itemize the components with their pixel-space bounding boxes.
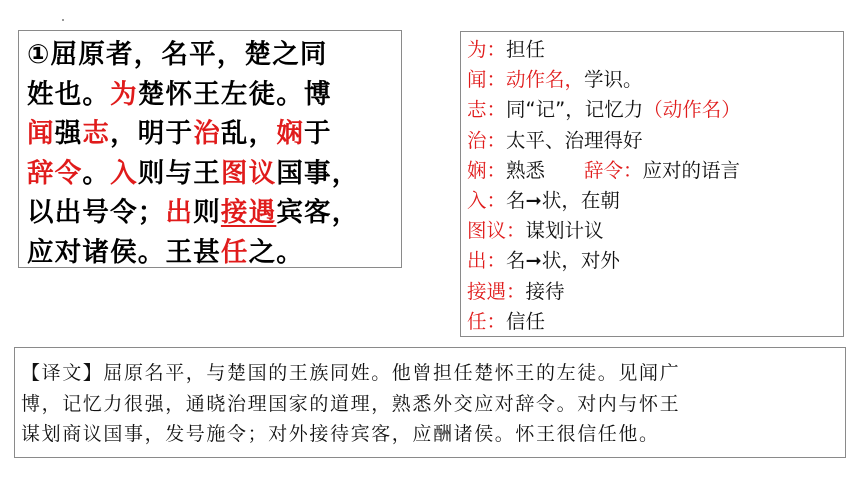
- passage-line: [27, 193, 401, 233]
- passage-box: [18, 30, 402, 268]
- highlighted-term: （动作名）: [643, 98, 741, 122]
- highlighted-term: 闻: [27, 118, 55, 149]
- text-segment: ，明于: [110, 118, 194, 149]
- arrow-icon: ➞: [525, 249, 542, 273]
- stray-dot: [62, 19, 64, 21]
- highlighted-term: 入: [110, 157, 138, 189]
- text-segment: 乱，: [220, 118, 277, 149]
- note-tuyi: [467, 216, 843, 246]
- highlighted-term: 出：: [467, 249, 507, 273]
- highlighted-term: 娴：: [467, 158, 507, 182]
- text-segment: 。: [82, 157, 111, 189]
- highlighted-term: 为: [110, 78, 138, 110]
- text-segment: 担任: [506, 38, 546, 61]
- text-segment: ①屈原者，名平，楚之同: [27, 39, 328, 70]
- annotation-notes-box: [460, 31, 844, 337]
- text-segment: 谋划计议: [525, 219, 604, 243]
- text-segment: 楚怀王左徒。博: [137, 78, 332, 110]
- note-chu: [467, 246, 843, 276]
- underlined-term: 接遇: [220, 197, 277, 228]
- note-zhi-memory: [467, 95, 843, 125]
- text-segment: 学识。: [584, 68, 643, 92]
- text-segment: 应对诸侯。王甚: [27, 236, 221, 268]
- translation-line: 博，记忆力很强，通晓治理国家的道理，熟悉外交应对辞令。对内与怀王: [21, 392, 681, 415]
- translation-line: 谋划商议国事，发号施令；对外接待宾客，应酬诸侯。怀王很信任他。: [21, 423, 660, 445]
- highlighted-term: 为：: [467, 38, 507, 61]
- text-segment: 于: [304, 118, 332, 149]
- text-segment: 状，对外: [541, 249, 620, 273]
- translation-line: 【译文】屈原名平，与楚国的王族同姓。他曾担任楚怀王的左徒。见闻广: [21, 362, 681, 384]
- text-segment: 之。: [248, 236, 305, 268]
- passage-line: [27, 75, 401, 115]
- passage-line: [27, 154, 401, 194]
- highlighted-term: 图议：: [467, 219, 526, 243]
- highlighted-term: 辞令：: [584, 158, 643, 182]
- text-segment: 以出号令；: [27, 197, 166, 228]
- passage-line: [27, 35, 401, 75]
- text-segment: 名: [506, 189, 526, 213]
- translation-box: [14, 347, 846, 458]
- arrow-icon: ➞: [525, 189, 542, 213]
- text-segment: 则与王: [137, 157, 221, 189]
- highlighted-term: 志：: [467, 98, 507, 122]
- note-wei: [467, 35, 843, 65]
- note-ru: [467, 186, 843, 216]
- highlighted-term: 治：: [467, 128, 507, 152]
- note-xian-cილing: [467, 156, 843, 186]
- text-segment: 同“记”，记忆力: [506, 98, 644, 122]
- text-segment: 姓也。: [27, 78, 111, 110]
- note-wen: [467, 65, 843, 95]
- highlighted-term: 娴: [276, 118, 305, 149]
- text-segment: 应对的语言: [642, 158, 741, 182]
- highlighted-term: 志: [82, 118, 111, 149]
- passage-line: [27, 233, 401, 273]
- note-zhi-govern: [467, 126, 843, 156]
- highlighted-term: 接遇：: [467, 279, 526, 303]
- text-segment: 信任: [506, 309, 546, 333]
- text-segment: 则: [193, 197, 221, 228]
- passage-line: [27, 114, 401, 154]
- highlighted-term: 任：: [467, 309, 507, 333]
- text-segment: 状，在朝: [541, 189, 620, 213]
- highlighted-term: 任: [220, 236, 249, 268]
- text-segment: 接待: [525, 279, 565, 303]
- highlighted-term: 闻：动作名，: [467, 68, 585, 92]
- text-segment: 国事，: [276, 157, 360, 189]
- note-ren: [467, 307, 843, 337]
- highlighted-term: 辞令: [27, 157, 83, 189]
- text-segment: 宾客，: [276, 197, 360, 228]
- highlighted-term: 治: [193, 118, 221, 149]
- text-segment: 熟悉: [506, 158, 585, 182]
- note-jieyu: [467, 277, 843, 307]
- text-segment: 名: [506, 249, 526, 273]
- text-segment: 太平、治理得好: [506, 128, 643, 152]
- text-segment: 强: [54, 118, 83, 149]
- highlighted-term: 出: [165, 197, 194, 228]
- highlighted-term: 入：: [467, 189, 507, 213]
- highlighted-term: 图议: [220, 157, 277, 189]
